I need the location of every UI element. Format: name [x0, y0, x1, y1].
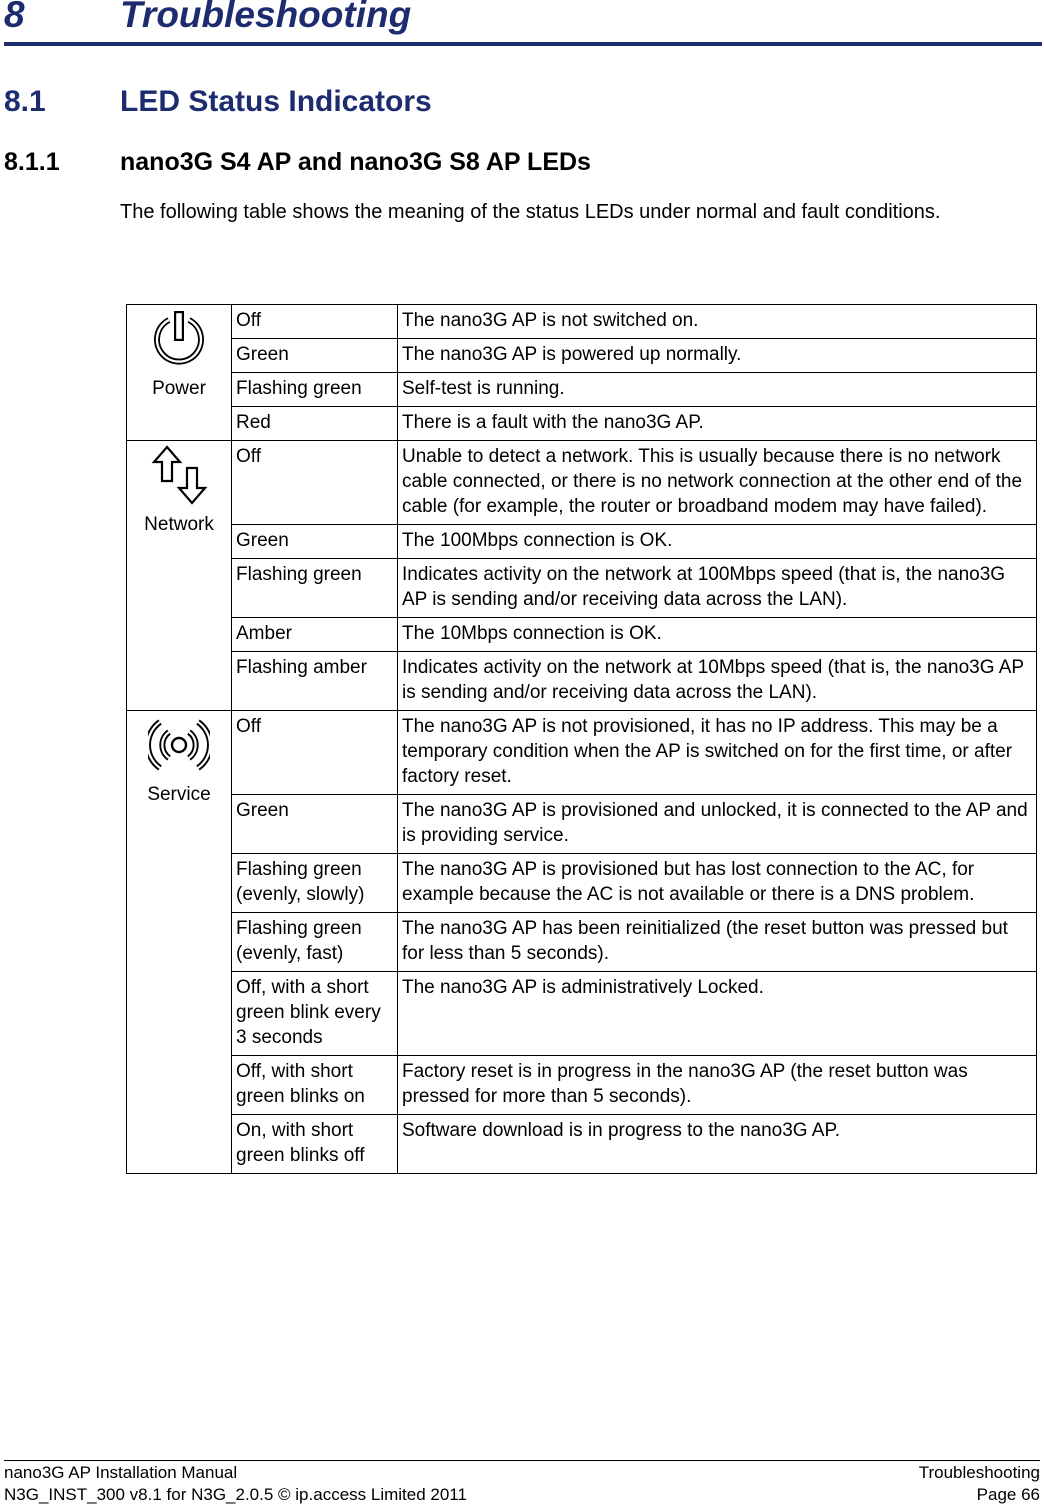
table-row — [127, 652, 1037, 711]
network-led-cell — [127, 441, 232, 711]
led-state: Green — [232, 339, 398, 373]
led-state: Off, with a short green blink every 3 seconds — [232, 972, 398, 1056]
led-state: Flashing green — [232, 559, 398, 618]
table-row — [127, 559, 1037, 618]
table-row — [127, 618, 1037, 652]
led-meaning: The nano3G AP is provisioned but has lost connection to the AC, for example because the AC is not available or there is a DNS problem. — [398, 854, 1037, 913]
table-row — [127, 972, 1037, 1056]
footer-page-number: Page 66 — [976, 1485, 1040, 1504]
table-row — [127, 795, 1037, 854]
led-meaning: The 100Mbps connection is OK. — [398, 525, 1037, 559]
chapter-heading — [4, 0, 1040, 36]
led-meaning: The nano3G AP is administratively Locked. — [398, 972, 1037, 1056]
table-row — [127, 339, 1037, 373]
power-icon — [148, 308, 210, 370]
table-row — [127, 373, 1037, 407]
led-meaning: Self-test is running. — [398, 373, 1037, 407]
service-signal-icon — [148, 714, 210, 776]
subsection-number: 8.1.1 — [4, 148, 60, 176]
led-state: Amber — [232, 618, 398, 652]
footer-line-1 — [4, 1462, 1040, 1484]
led-meaning: Unable to detect a network. This is usually because there is no network cable connected, or there is no network connection at the other end of the cable (for example, the router or broadband modem may have failed). — [398, 441, 1037, 525]
led-meaning: The nano3G AP is not provisioned, it has no IP address. This may be a temporary condition when the AP is switched on for the first time, or after factory reset. — [398, 711, 1037, 795]
table-row — [127, 305, 1037, 339]
table-row — [127, 913, 1037, 972]
led-meaning: Indicates activity on the network at 100Mbps speed (that is, the nano3G AP is sending and/or receiving data across the LAN). — [398, 559, 1037, 618]
led-state: On, with short green blinks off — [232, 1115, 398, 1174]
led-meaning: Software download is in progress to the nano3G AP. — [398, 1115, 1037, 1174]
footer-doc-id: N3G_INST_300 v8.1 for N3G_2.0.5 © ip.access Limited 2011 — [4, 1485, 467, 1504]
led-state: Flashing green — [232, 373, 398, 407]
led-meaning: The nano3G AP is powered up normally. — [398, 339, 1037, 373]
table-row — [127, 711, 1037, 795]
network-arrows-icon — [148, 444, 210, 506]
led-status-table — [126, 304, 1037, 1174]
section-number: 8.1 — [4, 85, 46, 118]
footer-rule — [4, 1460, 1040, 1461]
led-state: Red — [232, 407, 398, 441]
section-title: LED Status Indicators — [120, 85, 432, 118]
power-led-cell — [127, 305, 232, 441]
led-state: Off — [232, 441, 398, 525]
table-row — [127, 407, 1037, 441]
chapter-number: 8 — [4, 0, 25, 35]
service-label: Service — [147, 784, 211, 805]
led-meaning: The nano3G AP has been reinitialized (the reset button was pressed but for less than 5 seconds). — [398, 913, 1037, 972]
footer-chapter-name: Troubleshooting — [918, 1463, 1040, 1482]
chapter-title: Troubleshooting — [120, 0, 412, 35]
led-state: Green — [232, 525, 398, 559]
led-state: Flashing amber — [232, 652, 398, 711]
subsection-heading — [4, 148, 591, 177]
led-state: Green — [232, 795, 398, 854]
led-state: Off, with short green blinks on — [232, 1056, 398, 1115]
footer-manual-title: nano3G AP Installation Manual — [4, 1463, 238, 1482]
table-row — [127, 1115, 1037, 1174]
led-state: Flashing green (evenly, fast) — [232, 913, 398, 972]
subsection-title: nano3G S4 AP and nano3G S8 AP LEDs — [120, 148, 591, 176]
intro-paragraph: The following table shows the meaning of the status LEDs under normal and fault conditions. — [120, 201, 941, 223]
footer-line-2 — [4, 1484, 1040, 1506]
table-row — [127, 525, 1037, 559]
section-heading — [4, 85, 432, 119]
led-state: Off — [232, 305, 398, 339]
power-label: Power — [152, 378, 206, 399]
led-state: Flashing green (evenly, slowly) — [232, 854, 398, 913]
led-state: Off — [232, 711, 398, 795]
led-meaning: Indicates activity on the network at 10Mbps speed (that is, the nano3G AP is sending and/or receiving data across the LAN). — [398, 652, 1037, 711]
led-meaning: There is a fault with the nano3G AP. — [398, 407, 1037, 441]
led-meaning: The 10Mbps connection is OK. — [398, 618, 1037, 652]
table-row — [127, 441, 1037, 525]
led-meaning: The nano3G AP is provisioned and unlocked, it is connected to the AP and is providing service. — [398, 795, 1037, 854]
network-label: Network — [144, 514, 214, 535]
service-led-cell — [127, 711, 232, 1174]
led-meaning: Factory reset is in progress in the nano3G AP (the reset button was pressed for more than 5 seconds). — [398, 1056, 1037, 1115]
chapter-rule — [4, 42, 1042, 46]
led-meaning: The nano3G AP is not switched on. — [398, 305, 1037, 339]
table-row — [127, 854, 1037, 913]
table-row — [127, 1056, 1037, 1115]
